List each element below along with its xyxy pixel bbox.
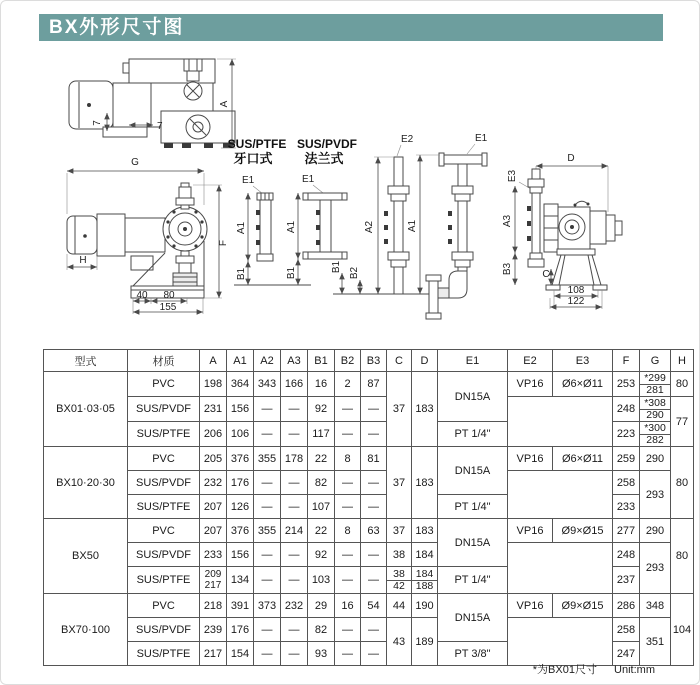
td-material: PVC bbox=[128, 372, 200, 397]
td-A3: — bbox=[281, 618, 308, 642]
dim-label-c: C bbox=[542, 269, 550, 280]
td-A1: 364 bbox=[227, 372, 254, 397]
td-A3: 166 bbox=[281, 372, 308, 397]
td-E3: Ø9×Ø15 bbox=[553, 519, 613, 543]
td-D bbox=[412, 567, 438, 594]
td-material: PVC bbox=[128, 519, 200, 543]
a-upper: 209 bbox=[204, 569, 222, 580]
td-E2E3-empty bbox=[508, 397, 613, 447]
td-A1: 106 bbox=[227, 422, 254, 447]
td-A: 233 bbox=[200, 543, 227, 567]
th-f: F bbox=[613, 350, 640, 372]
td-A1: 156 bbox=[227, 397, 254, 422]
td-E1: DN15A bbox=[438, 594, 508, 642]
td-E1: PT 3/8" bbox=[438, 642, 508, 666]
th-material: 材质 bbox=[128, 350, 200, 372]
td-G: 293 bbox=[640, 543, 671, 594]
td-B2: 8 bbox=[335, 447, 361, 471]
td-A2: — bbox=[254, 397, 281, 422]
td-E1: DN15A bbox=[438, 519, 508, 567]
td-A bbox=[200, 567, 227, 594]
dim-label-d: D bbox=[567, 153, 575, 164]
td-G bbox=[640, 372, 671, 397]
td-A: 232 bbox=[200, 471, 227, 495]
td-A1: 126 bbox=[227, 495, 254, 519]
footnote-unit: Unit:mm bbox=[614, 664, 655, 676]
th-model: 型式 bbox=[44, 350, 128, 372]
td-E2E3-empty bbox=[508, 618, 613, 666]
td-E1: DN15A bbox=[438, 447, 508, 495]
td-B2: — bbox=[335, 567, 361, 594]
td-material: SUS/PVDF bbox=[128, 397, 200, 422]
td-B1: 82 bbox=[308, 618, 335, 642]
td-B1: 92 bbox=[308, 397, 335, 422]
dim-label-80: 80 bbox=[163, 290, 175, 301]
td-F: 286 bbox=[613, 594, 640, 618]
table-row bbox=[44, 447, 694, 471]
td-G: 351 bbox=[640, 618, 671, 666]
td-B3: — bbox=[361, 471, 387, 495]
td-G bbox=[640, 397, 671, 422]
td-B3: 54 bbox=[361, 594, 387, 618]
td-B2: — bbox=[335, 495, 361, 519]
td-C: 37 bbox=[387, 519, 412, 543]
th-a1: A1 bbox=[227, 350, 254, 372]
g-lower: 282 bbox=[646, 434, 664, 446]
dim-label-e1-pipe: E1 bbox=[475, 133, 488, 144]
dimensions-table-wrap bbox=[43, 349, 694, 666]
td-B2: — bbox=[335, 618, 361, 642]
td-E2: VP16 bbox=[508, 372, 553, 397]
td-A2: — bbox=[254, 642, 281, 666]
th-e2: E2 bbox=[508, 350, 553, 372]
td-E3: Ø9×Ø15 bbox=[553, 594, 613, 618]
td-A3: — bbox=[281, 397, 308, 422]
table-row bbox=[44, 543, 694, 567]
td-A2: 355 bbox=[254, 519, 281, 543]
dim-label-e2-pipe: E2 bbox=[401, 134, 414, 145]
td-A: 239 bbox=[200, 618, 227, 642]
td-A3: — bbox=[281, 543, 308, 567]
td-B3: 63 bbox=[361, 519, 387, 543]
td-B1: 22 bbox=[308, 519, 335, 543]
td-A: 207 bbox=[200, 519, 227, 543]
td-B1: 29 bbox=[308, 594, 335, 618]
td-D: 183 bbox=[412, 519, 438, 543]
th-g: G bbox=[640, 350, 671, 372]
drawing-pipe-assemblies bbox=[331, 133, 488, 319]
dim-label-7-vert: 7 bbox=[92, 120, 103, 126]
dimension-drawings bbox=[1, 46, 700, 346]
table-row bbox=[44, 372, 694, 397]
td-G: 290 bbox=[640, 519, 671, 543]
th-h: H bbox=[671, 350, 694, 372]
a-lower: 217 bbox=[204, 580, 222, 591]
td-A2: 343 bbox=[254, 372, 281, 397]
td-G: 348 bbox=[640, 594, 671, 618]
td-E1: DN15A bbox=[438, 372, 508, 422]
dim-label-g: G bbox=[131, 157, 139, 168]
td-A3: — bbox=[281, 642, 308, 666]
td-material: SUS/PTFE bbox=[128, 642, 200, 666]
td-G: 293 bbox=[640, 471, 671, 519]
td-material: PVC bbox=[128, 447, 200, 471]
td-A: 206 bbox=[200, 422, 227, 447]
td-A3: 178 bbox=[281, 447, 308, 471]
td-A3: — bbox=[281, 422, 308, 447]
dim-label-e1-threaded: E1 bbox=[242, 175, 255, 186]
td-E2E3-empty bbox=[508, 471, 613, 519]
td-D: 183 bbox=[412, 447, 438, 519]
td-material: SUS/PTFE bbox=[128, 495, 200, 519]
td-material: SUS/PVDF bbox=[128, 471, 200, 495]
td-B1: 82 bbox=[308, 471, 335, 495]
g-lower: 290 bbox=[646, 409, 664, 421]
td-E3: Ø6×Ø11 bbox=[553, 447, 613, 471]
dim-label-b2-pipe: B2 bbox=[349, 266, 360, 280]
td-B3: — bbox=[361, 543, 387, 567]
td-model: BX10·20·30 bbox=[44, 447, 128, 519]
td-B1: 103 bbox=[308, 567, 335, 594]
g-upper: *308 bbox=[640, 397, 670, 410]
td-A: 198 bbox=[200, 372, 227, 397]
page-title: BX外形尺寸图 bbox=[39, 14, 663, 41]
td-material: PVC bbox=[128, 594, 200, 618]
d-upper: 184 bbox=[412, 568, 437, 581]
td-B3: — bbox=[361, 422, 387, 447]
td-B3: — bbox=[361, 618, 387, 642]
td-B2: — bbox=[335, 422, 361, 447]
td-D: 190 bbox=[412, 594, 438, 618]
dim-label-7-horiz: 7 bbox=[157, 121, 163, 132]
footnote-bx01-note: *为BX01尺寸 bbox=[532, 664, 597, 676]
td-B3: 87 bbox=[361, 372, 387, 397]
td-E2E3-empty bbox=[508, 543, 613, 594]
td-A2: 355 bbox=[254, 447, 281, 471]
td-B2: — bbox=[335, 471, 361, 495]
td-A2: — bbox=[254, 495, 281, 519]
dim-label-a1-flanged: A1 bbox=[286, 220, 297, 234]
td-model: BX01·03·05 bbox=[44, 372, 128, 447]
td-model: BX50 bbox=[44, 519, 128, 594]
td-B2: 8 bbox=[335, 519, 361, 543]
td-F: 253 bbox=[613, 372, 640, 397]
td-C: 43 bbox=[387, 618, 412, 666]
td-B2: 16 bbox=[335, 594, 361, 618]
table-row bbox=[44, 519, 694, 543]
th-b2: B2 bbox=[335, 350, 361, 372]
td-A3: — bbox=[281, 495, 308, 519]
table-row bbox=[44, 471, 694, 495]
td-D: 184 bbox=[412, 543, 438, 567]
td-H: 77 bbox=[671, 397, 694, 447]
td-H: 80 bbox=[671, 447, 694, 519]
dim-label-a1-threaded: A1 bbox=[236, 221, 247, 235]
d-lower: 188 bbox=[415, 580, 434, 592]
td-E1: PT 1/4" bbox=[438, 567, 508, 594]
td-B1: 22 bbox=[308, 447, 335, 471]
td-F: 258 bbox=[613, 618, 640, 642]
table-row bbox=[44, 594, 694, 618]
dim-label-h: H bbox=[79, 255, 87, 266]
drawing-top-view bbox=[69, 59, 236, 148]
td-B2: — bbox=[335, 397, 361, 422]
td-A2: — bbox=[254, 567, 281, 594]
td-F: 233 bbox=[613, 495, 640, 519]
td-B3: — bbox=[361, 397, 387, 422]
g-lower: 281 bbox=[646, 384, 664, 396]
td-A1: 176 bbox=[227, 471, 254, 495]
drawing-side-view bbox=[67, 157, 229, 314]
td-B1: 16 bbox=[308, 372, 335, 397]
td-A3: 214 bbox=[281, 519, 308, 543]
td-A2: — bbox=[254, 543, 281, 567]
th-b3: B3 bbox=[361, 350, 387, 372]
td-A1: 376 bbox=[227, 519, 254, 543]
td-A2: 373 bbox=[254, 594, 281, 618]
td-E2: VP16 bbox=[508, 519, 553, 543]
td-E1: PT 1/4" bbox=[438, 495, 508, 519]
dim-label-40: 40 bbox=[136, 290, 148, 301]
dim-label-b1-flanged: B1 bbox=[286, 266, 297, 280]
drawing-front-view bbox=[502, 153, 622, 309]
g-upper: *299 bbox=[640, 372, 670, 385]
td-A3: — bbox=[281, 567, 308, 594]
td-G: 290 bbox=[640, 447, 671, 471]
td-B2: — bbox=[335, 543, 361, 567]
th-a2: A2 bbox=[254, 350, 281, 372]
td-A1: 391 bbox=[227, 594, 254, 618]
td-F: 248 bbox=[613, 543, 640, 567]
table-row bbox=[44, 618, 694, 642]
dim-label-b1-pipe: B1 bbox=[331, 260, 342, 274]
td-A3: — bbox=[281, 471, 308, 495]
dim-label-e1-flanged: E1 bbox=[302, 174, 315, 185]
td-H: 104 bbox=[671, 594, 694, 666]
th-b1: B1 bbox=[308, 350, 335, 372]
td-H: 80 bbox=[671, 372, 694, 397]
c-upper: 38 bbox=[387, 568, 411, 581]
g-upper: *300 bbox=[640, 422, 670, 435]
td-A1: 134 bbox=[227, 567, 254, 594]
valve-ptfe-material-label: SUS/PTFE bbox=[227, 137, 287, 151]
dim-label-b1-threaded: B1 bbox=[236, 267, 247, 281]
td-B2: — bbox=[335, 642, 361, 666]
td-A: 207 bbox=[200, 495, 227, 519]
td-E1: PT 1/4" bbox=[438, 422, 508, 447]
table-header-row bbox=[44, 350, 694, 372]
td-material: SUS/PVDF bbox=[128, 543, 200, 567]
td-D: 183 bbox=[412, 372, 438, 447]
td-E3: Ø6×Ø11 bbox=[553, 372, 613, 397]
th-e3: E3 bbox=[553, 350, 613, 372]
td-B3: — bbox=[361, 567, 387, 594]
td-A: 217 bbox=[200, 642, 227, 666]
td-C: 44 bbox=[387, 594, 412, 618]
td-material: SUS/PTFE bbox=[128, 422, 200, 447]
valve-pvdf-material-label: SUS/PVDF bbox=[296, 137, 358, 151]
td-A3: 232 bbox=[281, 594, 308, 618]
th-d: D bbox=[412, 350, 438, 372]
th-a: A bbox=[200, 350, 227, 372]
td-C: 38 bbox=[387, 543, 412, 567]
td-A1: 156 bbox=[227, 543, 254, 567]
td-D: 189 bbox=[412, 618, 438, 666]
td-material: SUS/PVDF bbox=[128, 618, 200, 642]
dim-label-a1-pipe: A1 bbox=[407, 219, 418, 233]
td-F: 248 bbox=[613, 397, 640, 422]
valve-ptfe-type-label: 牙口式 bbox=[233, 151, 273, 166]
td-A: 205 bbox=[200, 447, 227, 471]
dim-label-a: A bbox=[219, 100, 230, 108]
td-F: 259 bbox=[613, 447, 640, 471]
td-B3: — bbox=[361, 495, 387, 519]
td-B3: — bbox=[361, 642, 387, 666]
td-B1: 117 bbox=[308, 422, 335, 447]
td-B1: 92 bbox=[308, 543, 335, 567]
td-C: 37 bbox=[387, 372, 412, 447]
td-F: 247 bbox=[613, 642, 640, 666]
td-F: 258 bbox=[613, 471, 640, 495]
td-B1: 107 bbox=[308, 495, 335, 519]
dimensions-table bbox=[43, 349, 694, 666]
dim-label-f: F bbox=[218, 239, 229, 247]
dim-label-a2-pipe: A2 bbox=[364, 220, 375, 234]
c-lower: 42 bbox=[393, 580, 405, 592]
td-E2: VP16 bbox=[508, 447, 553, 471]
table-row bbox=[44, 397, 694, 422]
td-A: 218 bbox=[200, 594, 227, 618]
th-e1: E1 bbox=[438, 350, 508, 372]
dim-label-b3: B3 bbox=[502, 262, 513, 276]
th-a3: A3 bbox=[281, 350, 308, 372]
valve-pvdf-type-label: 法兰式 bbox=[304, 151, 344, 166]
td-A: 231 bbox=[200, 397, 227, 422]
td-G bbox=[640, 422, 671, 447]
td-A1: 376 bbox=[227, 447, 254, 471]
td-model: BX70·100 bbox=[44, 594, 128, 666]
td-A2: — bbox=[254, 618, 281, 642]
td-F: 237 bbox=[613, 567, 640, 594]
td-C: 37 bbox=[387, 447, 412, 519]
dim-label-108: 108 bbox=[567, 285, 585, 296]
td-F: 223 bbox=[613, 422, 640, 447]
td-C bbox=[387, 567, 412, 594]
td-F: 277 bbox=[613, 519, 640, 543]
td-B1: 93 bbox=[308, 642, 335, 666]
td-B2: 2 bbox=[335, 372, 361, 397]
td-A1: 154 bbox=[227, 642, 254, 666]
th-c: C bbox=[387, 350, 412, 372]
td-B3: 81 bbox=[361, 447, 387, 471]
td-A2: — bbox=[254, 422, 281, 447]
td-E2: VP16 bbox=[508, 594, 553, 618]
table-footnote bbox=[533, 661, 655, 677]
dim-label-e3: E3 bbox=[507, 169, 518, 183]
dim-label-122: 122 bbox=[567, 296, 585, 307]
td-A2: — bbox=[254, 471, 281, 495]
td-material: SUS/PTFE bbox=[128, 567, 200, 594]
dim-label-a3: A3 bbox=[502, 214, 513, 228]
dim-label-155: 155 bbox=[159, 302, 177, 313]
td-A1: 176 bbox=[227, 618, 254, 642]
td-H: 80 bbox=[671, 519, 694, 594]
